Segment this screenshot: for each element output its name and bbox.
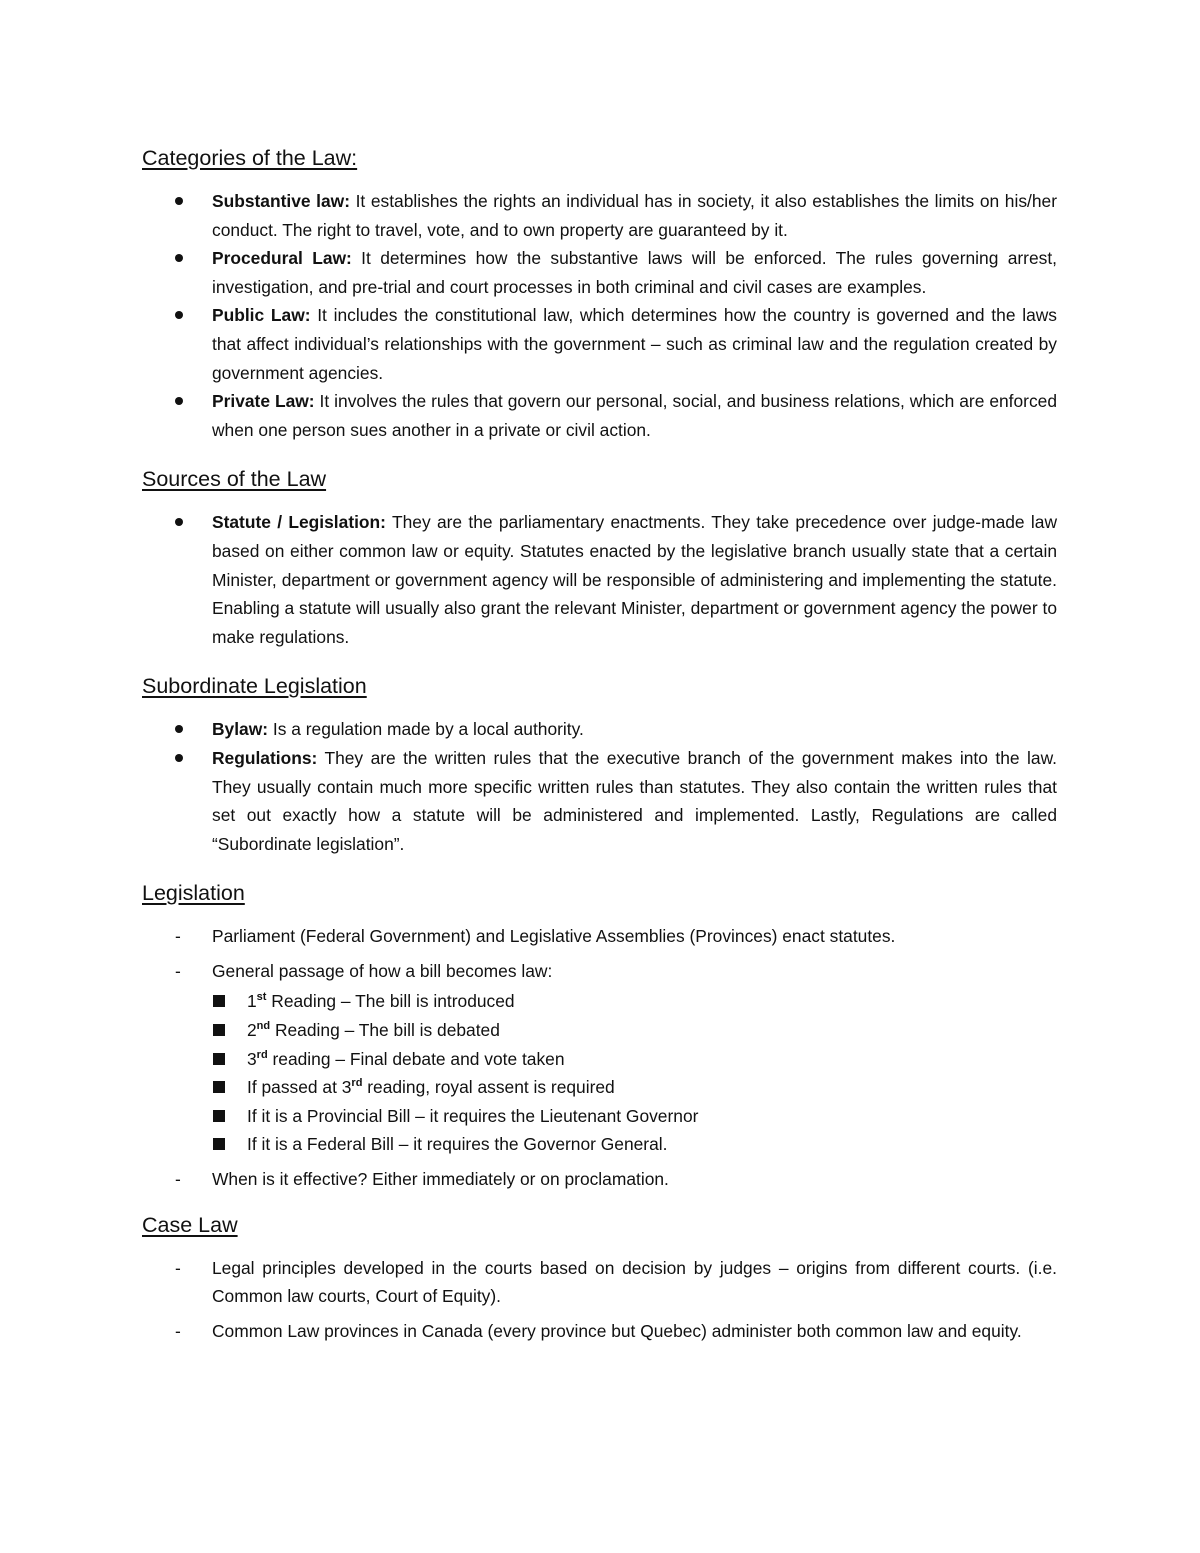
case-law-list [142,1254,1057,1346]
heading-categories: Categories of the Law: [142,146,358,170]
ordinal-suffix: nd [256,1020,271,1033]
bill-step [212,1102,1057,1131]
list-item [142,244,1057,301]
list-item-text: When is it effective? Either immediately or on proclamation. [212,1169,669,1190]
step-number: 2 [247,1020,257,1041]
definition: It determines how the substantive laws will be enforced. The rules governing arrest, investigation, and pre-trial and court processes in both criminal and civil cases are examples. [212,248,1058,297]
list-item [142,1165,1057,1194]
heading-sources: Sources of the Law [142,467,327,492]
list-item [142,387,1057,444]
categories-list [142,187,1057,444]
term: Private Law: [212,391,315,412]
definition: They are the written rules that the executive branch of the government makes into the law. They usually contain much more specific written rules than statutes. They also contain the written rules that set out exactly how a statute will be administered and implemented. Lastly, Regulations are called “Subordinate legislation”. [212,747,1057,854]
list-item-text: Legal principles developed in the courts based on decision by judges – origins from different courts. (i.e. Common law courts, Court of Equity). [212,1257,1057,1307]
ordinal-suffix: st [256,991,267,1004]
term: Public Law: [212,305,311,326]
term: Statute / Legislation: [212,512,386,533]
list-item [142,922,1057,951]
list-item-text: General passage of how a bill becomes law: [212,960,553,981]
step-text: reading – Final debate and vote taken [267,1048,565,1069]
step-number: 3 [247,1048,257,1069]
step-text: Reading – The bill is introduced [266,991,515,1012]
list-item-text: Parliament (Federal Government) and Legislative Assemblies (Provinces) enact statutes. [212,926,896,947]
list-item [142,301,1057,387]
definition: They are the parliamentary enactments. They take precedence over judge-made law based on either common law or equity. Statutes enacted by the legislative branch usually state that a certain Minister, department or government agency will be responsible of administering and implementing the statute. Enabling a statute will usually also grant the relevant Minister, department or government agency the power to make regulations. [212,512,1057,647]
term: Bylaw: [212,719,269,740]
subordinate-list [142,715,1057,858]
ordinal-suffix: rd [256,1048,268,1061]
step-text: If it is a Federal Bill – it requires the Governor General. [247,1134,668,1155]
list-item [142,744,1057,858]
heading-legislation: Legislation [142,881,245,906]
term: Regulations: [212,747,318,768]
bill-step [212,987,1057,1016]
bill-steps-list [212,987,1057,1159]
step-text: If passed at 3 [247,1077,352,1098]
list-item [142,508,1057,651]
document-body [142,143,1057,1351]
bill-step [212,1130,1057,1159]
step-text: reading, royal assent is required [362,1077,615,1098]
sources-list [142,508,1057,651]
step-number: 1 [247,991,257,1012]
legislation-list [142,922,1057,1193]
list-item [142,957,1057,1159]
list-item-text: Common Law provinces in Canada (every province but Quebec) administer both common law and equity. [212,1320,1022,1341]
list-item [142,1317,1057,1346]
definition: It includes the constitutional law, which determines how the country is governed and the laws that affect individual’s relationships with the government – such as criminal law and the regulation created by government agencies. [212,305,1057,383]
term: Substantive law: [212,191,350,211]
ordinal-suffix: rd [351,1077,363,1090]
definition: It involves the rules that govern our personal, social, and business relations, which are enforced when one person sues another in a private or civil action. [212,391,1058,440]
definition: It establishes the rights an individual has in society, it also establishes the limits on his/her conduct. The right to travel, vote, and to own property are guaranteed by it. [212,191,1057,240]
bill-step [212,1073,1057,1102]
definition: Is a regulation made by a local authority. [268,719,584,740]
bill-step [212,1016,1057,1045]
list-item [142,1254,1057,1311]
bill-step [212,1045,1057,1074]
list-item [142,715,1057,744]
heading-subordinate: Subordinate Legislation [142,674,367,699]
list-item [142,187,1057,244]
step-text: If it is a Provincial Bill – it requires the Lieutenant Governor [247,1105,699,1126]
heading-case-law: Case Law [142,1212,238,1237]
term: Procedural Law: [212,248,352,269]
step-text: Reading – The bill is debated [270,1020,500,1041]
